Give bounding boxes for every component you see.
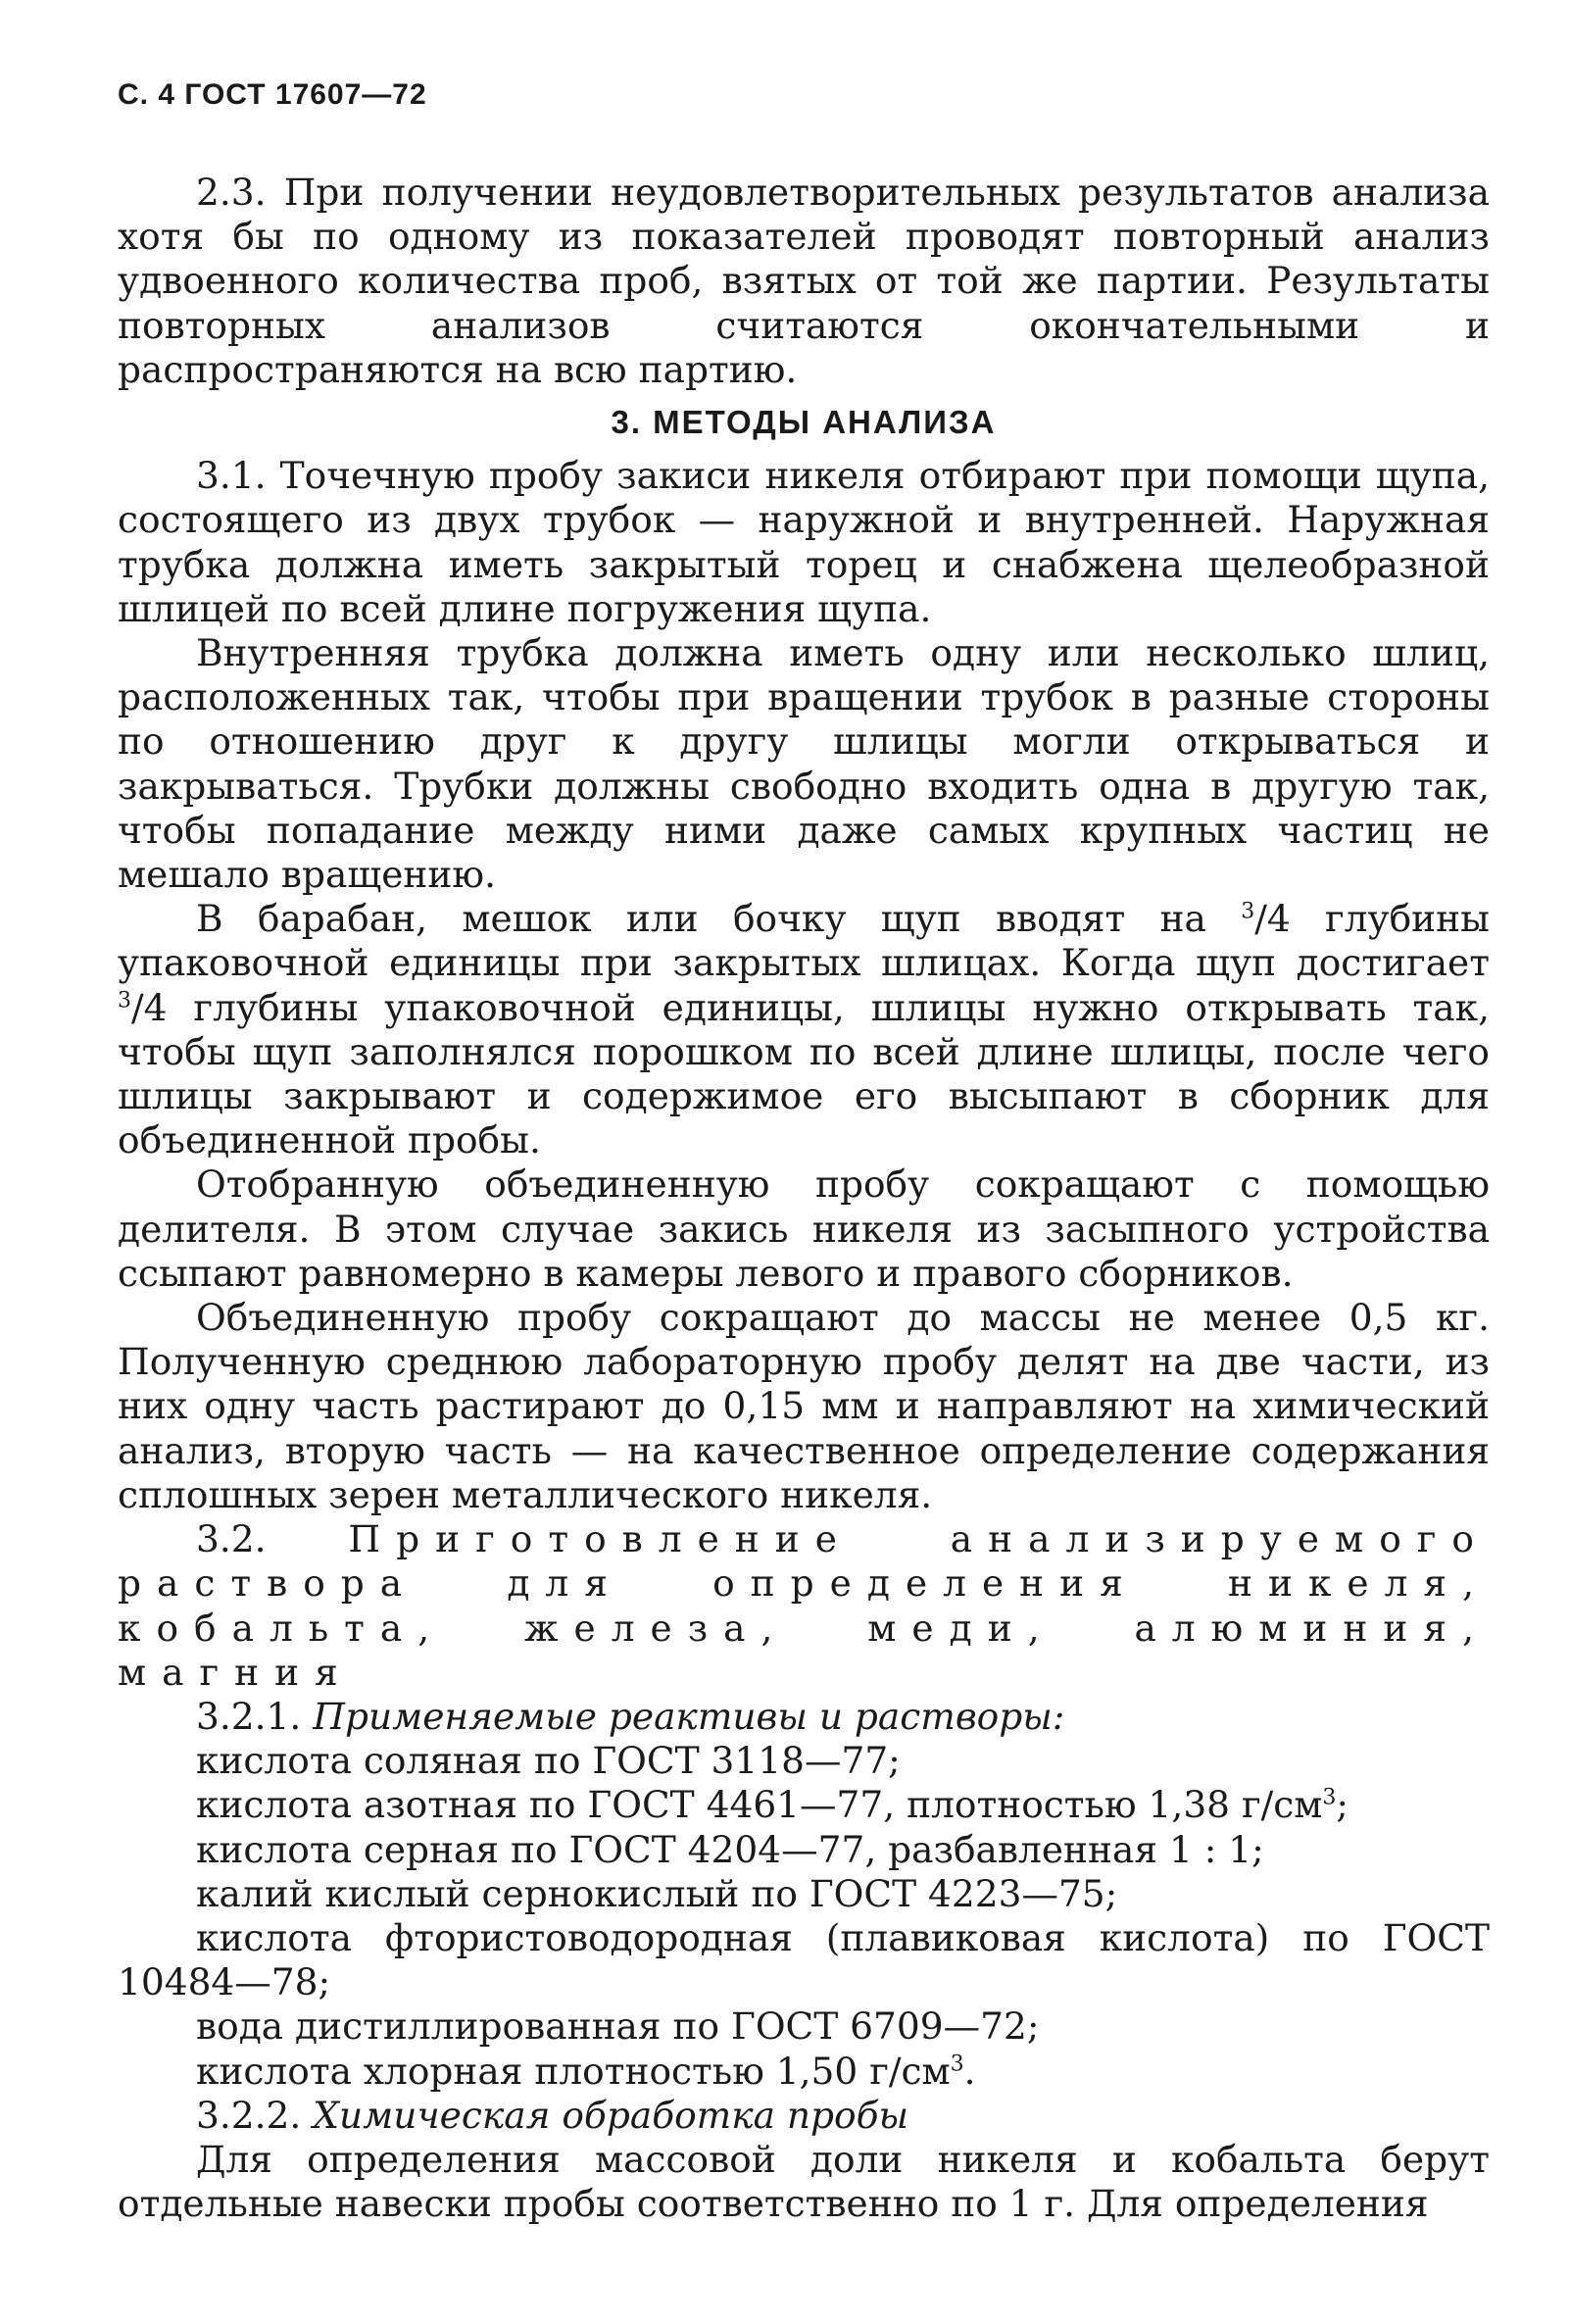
unit-superscript: 3 xyxy=(950,2052,964,2077)
reagent-item xyxy=(118,2050,1490,2094)
clause-number: 3.2.2. xyxy=(196,2093,302,2137)
clause-title-italic: Применяемые реактивы и растворы: xyxy=(313,1694,1065,1738)
page-header: С. 4 ГОСТ 17607—72 xyxy=(118,78,427,111)
reagent-text: кислота хлорная плотностью 1,50 г/см xyxy=(196,2049,951,2093)
drum-text-1: В барабан, мешок или бочку щуп вводят на xyxy=(196,897,1242,941)
document-body xyxy=(118,171,1490,2226)
paragraph-inner-tube: Внутренняя трубка должна иметь одну или несколько шлиц, расположенных так, чтобы при вращении трубок в разные стороны по отношению друг к другу шлицы могли открываться и закрываться. Трубки должны свободно входить одна в другую так, чтобы попадание между ними даже самых крупных частиц не мешало вращению. xyxy=(118,631,1490,897)
clause-number: 3.2. xyxy=(196,1517,267,1561)
paragraph-divider: Отобранную объединенную пробу сокращают с помощью делителя. В этом случае закись никеля из засыпного устройства ссыпают равномерно в камеры левого и правого сборников. xyxy=(118,1162,1490,1295)
paragraph-3-2-2 xyxy=(118,2094,1490,2138)
reagent-tail: . xyxy=(963,2049,976,2093)
paragraph-last: Для определения массовой доли никеля и кобальта берут отдельные навески пробы соответственно по 1 г. Для определения xyxy=(118,2137,1490,2226)
reagent-item: вода дистиллированная по ГОСТ 6709—72; xyxy=(196,2004,1040,2049)
reagent-item: кислота серная по ГОСТ 4204—77, разбавленная 1 : 1; xyxy=(196,1827,1264,1871)
paragraph-3-2 xyxy=(118,1517,1490,1695)
clause-number: 3.2.1. xyxy=(196,1694,302,1738)
reagent-item xyxy=(118,1783,1490,1827)
drum-text-3: глубины упаковочной единицы, шлицы нужно открывать так, чтобы щуп заполнялся порошком по всей длине шлицы, после чего шлицы закрывают и содержимое его высыпают в сборник для объединенной пробы. xyxy=(118,985,1490,1162)
paragraph-3-1: 3.1. Точечную пробу закиси никеля отбирают при помощи щупа, состоящего из двух трубок — наружной и внутренней. Наружная трубка должна иметь закрытый торец и снабжена щелеобразной шлицей по всей длине погружения щупа. xyxy=(118,454,1490,630)
reagent-item: кислота фтористоводородная (плавиковая кислота) по ГОСТ 10484—78; xyxy=(118,1915,1490,2004)
fraction-numerator: 3 xyxy=(118,988,131,1014)
paragraph-drum xyxy=(118,897,1490,1162)
unit-superscript: 3 xyxy=(1322,1785,1337,1810)
fraction-numerator: 3 xyxy=(1241,899,1255,924)
reagent-item: кислота соляная по ГОСТ 3118—77; xyxy=(196,1739,901,1783)
reagent-tail: ; xyxy=(1336,1783,1349,1827)
clause-title-spaced: Приготовление анализируемого раствора для определения никеля, кобальта, железа, меди, алюминия, магния xyxy=(118,1517,1490,1694)
paragraph-reduce: Объединенную пробу сокращают до массы не менее 0,5 кг. Полученную среднюю лабораторную пробу делят на две части, из них одну часть растирают до 0,15 мм и направляют на химический анализ, вторую часть — на качественное определение содержания сплошных зерен металлического никеля. xyxy=(118,1296,1490,1516)
clause-title-italic: Химическая обработка пробы xyxy=(313,2093,909,2137)
fraction-denominator: /4 xyxy=(1254,897,1291,941)
section-3-heading: 3. МЕТОДЫ АНАЛИЗА xyxy=(611,404,997,441)
reagent-item: калий кислый сернокислый по ГОСТ 4223—75; xyxy=(196,1871,1118,1915)
paragraph-3-2-1 xyxy=(118,1695,1490,1739)
paragraph-2-3: 2.3. При получении неудовлетворительных результатов анализа хотя бы по одному из показателей проводят повторный анализ удвоенного количества проб, взятых от той же партии. Результаты повторных анализов считаются окончательными и распространяются на всю партию. xyxy=(118,171,1490,391)
drum-text-2: глубины упаковочной единицы при закрытых шлицах. Когда щуп достигает xyxy=(118,897,1490,985)
fraction-denominator: /4 xyxy=(131,985,168,1029)
reagent-text: кислота азотная по ГОСТ 4461—77, плотностью 1,38 г/см xyxy=(196,1783,1323,1827)
